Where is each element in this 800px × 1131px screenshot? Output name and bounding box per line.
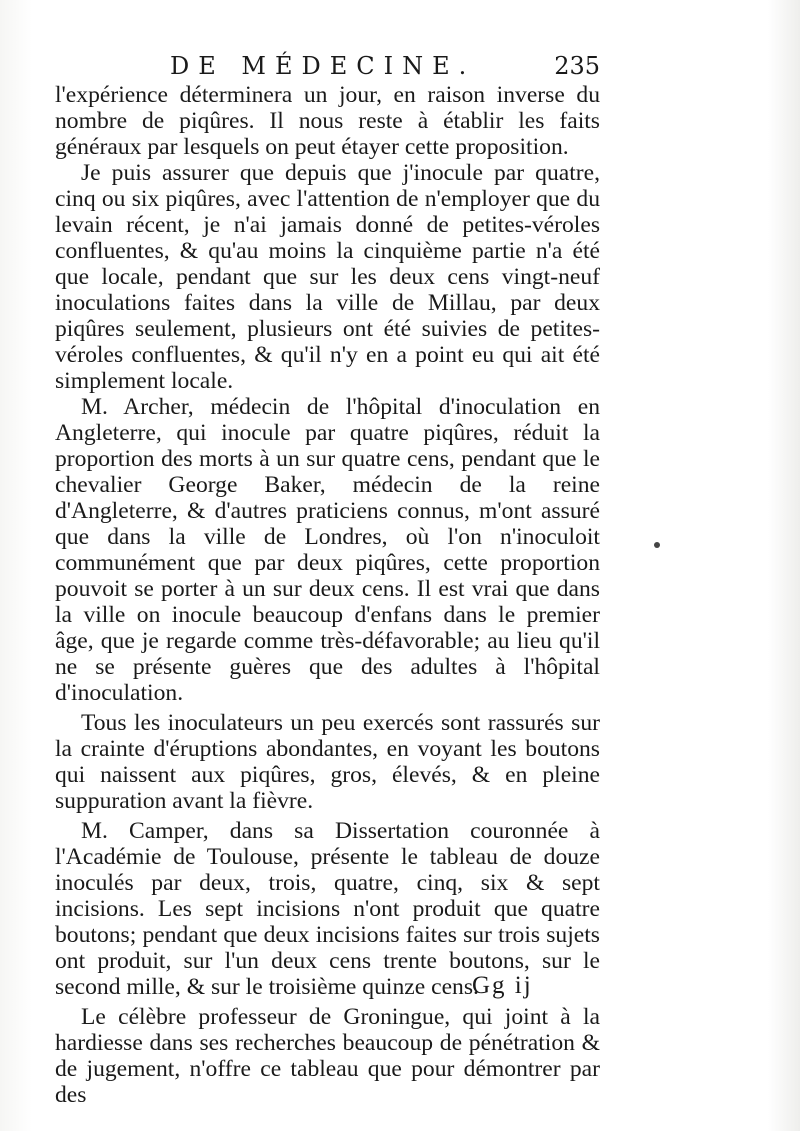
page-body [55, 82, 600, 1108]
paragraph: Le célèbre professeur de Groningue, qui joint à la hardiesse dans ses recherches beaucoup de pénétration & de jugement, n'offre ce tableau que pour démontrer par des [55, 1004, 600, 1108]
signature-mark: Gg ij [472, 972, 533, 999]
paragraph: M. Archer, médecin de l'hôpital d'inoculation en Angleterre, qui inocule par quatre piqûres, réduit la proportion des morts à un sur quatre cens, pendant que le chevalier George Baker, médecin de la reine d'Angleterre, & d'autres praticiens connus, m'ont assuré que dans la ville de Londres, où l'on n'inoculoit communément que par deux piqûres, cette proportion pouvoit se porter à un sur deux cens. Il est vrai que dans la ville on inocule beaucoup d'enfans dans le premier âge, que je regarde comme très-défavorable; au lieu qu'il ne se présente guères que des adultes à l'hôpital d'inoculation. [55, 394, 600, 706]
running-head: DE MÉDECINE. [170, 52, 476, 80]
page-number: 235 [554, 52, 600, 80]
paragraph-continuation: l'expérience déterminera un jour, en raison inverse du nombre de piqûres. Il nous reste à établir les faits généraux par lesquels on peut étayer cette proposition. [55, 82, 600, 160]
paragraph: Tous les inoculateurs un peu exercés sont rassurés sur la crainte d'éruptions abondantes, en voyant les boutons qui naissent aux piqûres, gros, élevés, & en pleine suppuration avant la fièvre. [55, 710, 600, 814]
paragraph: Je puis assurer que depuis que j'inocule par quatre, cinq ou six piqûres, avec l'attention de n'employer que du levain récent, je n'ai jamais donné de petites-véroles confluentes, & qu'au moins la cinquième partie n'a été que locale, pendant que sur les deux cens vingt-neuf inoculations faites dans la ville de Millau, par deux piqûres seulement, plusieurs ont été suivies de petites-véroles confluentes, & qu'il n'y en a point eu qui ait été simplement locale. [55, 160, 600, 394]
page-header [60, 52, 600, 82]
ink-speck [654, 542, 660, 548]
paragraph: M. Camper, dans sa Dissertation couronnée à l'Académie de Toulouse, présente le tableau de douze inoculés par deux, trois, quatre, cinq, six & sept incisions. Les sept incisions n'ont produit que quatre boutons; pendant que deux incisions faites sur trois sujets ont produit, sur l'un deux cens trente boutons, sur le second mille, & sur le troisième quinze cens. [55, 818, 600, 1000]
